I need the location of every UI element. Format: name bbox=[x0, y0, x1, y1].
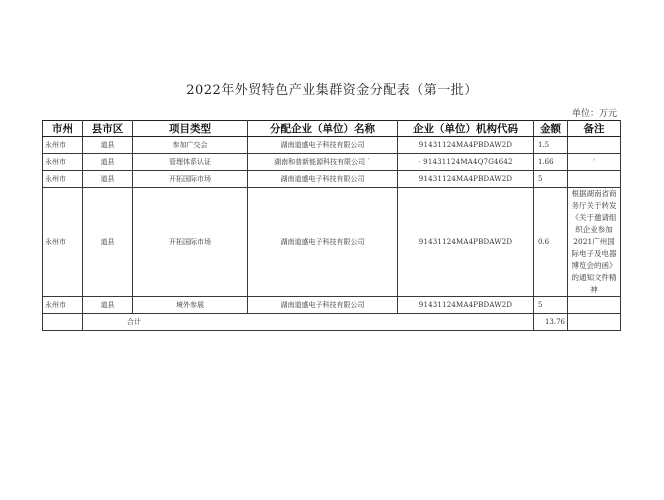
cell-company: 湖南道盛电子科技有限公司 bbox=[248, 297, 398, 314]
cell-item-type: 开拓国际市场 bbox=[133, 171, 248, 188]
header-amount: 金额 bbox=[534, 121, 568, 137]
cell-item-type: 境外参展 bbox=[133, 297, 248, 314]
cell-company: 湖南道盛电子科技有限公司 bbox=[248, 188, 398, 297]
header-code: 企业（单位）机构代码 bbox=[398, 121, 534, 137]
cell-code: 91431124MA4PBDAW2D bbox=[398, 137, 534, 154]
table-row bbox=[43, 154, 621, 171]
total-remark-cell bbox=[568, 314, 621, 331]
table-header-row bbox=[43, 121, 621, 137]
cell-city: 永州市 bbox=[43, 171, 83, 188]
cell-code: 91431124MA4PBDAW2D bbox=[398, 171, 534, 188]
stray-tick-mark: ` bbox=[367, 158, 371, 166]
cell-remark: 根据湖南省商务厅关于转发《关于邀请组织企业参加2021广州国际电子及电器博览会的函》的通知文件精神 bbox=[568, 188, 621, 297]
cell-city: 永州市 bbox=[43, 154, 83, 171]
header-county: 县市区 bbox=[83, 121, 133, 137]
cell-remark bbox=[568, 137, 621, 154]
cell-county: 道县 bbox=[83, 171, 133, 188]
cell-code: 91431124MA4Q7G4642 bbox=[423, 158, 513, 166]
cell-code-wrapper bbox=[398, 154, 534, 171]
cell-item-type: 管理体系认证 bbox=[133, 154, 248, 171]
cell-amount: 1.5 bbox=[534, 137, 568, 154]
cell-amount: 5 bbox=[534, 171, 568, 188]
cell-company-wrapper bbox=[248, 154, 398, 171]
cell-remark bbox=[568, 297, 621, 314]
cell-item-type: 参加广交会 bbox=[133, 137, 248, 154]
total-blank-cell bbox=[43, 314, 83, 331]
total-amount: 13.76 bbox=[534, 314, 568, 331]
cell-company: 湖南道盛电子科技有限公司 bbox=[248, 171, 398, 188]
header-item-type: 项目类型 bbox=[133, 121, 248, 137]
table-row bbox=[43, 171, 621, 188]
total-label: 合计 bbox=[83, 314, 534, 331]
cell-county: 道县 bbox=[83, 188, 133, 297]
cell-remark bbox=[568, 171, 621, 188]
table-row bbox=[43, 137, 621, 154]
cell-city: 永州市 bbox=[43, 188, 83, 297]
header-remark: 备注 bbox=[568, 121, 621, 137]
cell-item-type: 开拓国际市场 bbox=[133, 188, 248, 297]
header-city: 市州 bbox=[43, 121, 83, 137]
stray-remark-mark: ' bbox=[593, 158, 595, 166]
allocation-table bbox=[42, 120, 621, 331]
cell-code: 91431124MA4PBDAW2D bbox=[398, 297, 534, 314]
cell-remark-wrapper bbox=[568, 154, 621, 171]
table-row bbox=[43, 188, 621, 297]
cell-county: 道县 bbox=[83, 137, 133, 154]
cell-code: 91431124MA4PBDAW2D bbox=[398, 188, 534, 297]
cell-amount: 5 bbox=[534, 297, 568, 314]
header-company: 分配企业（单位）名称 bbox=[248, 121, 398, 137]
cell-company: 湖南和普新能源科技有限公司 bbox=[274, 158, 366, 166]
unit-label: 单位：万元 bbox=[571, 109, 617, 119]
cell-city: 永州市 bbox=[43, 297, 83, 314]
cell-city: 永州市 bbox=[43, 137, 83, 154]
page-title: 2022年外贸特色产业集群资金分配表（第一批） bbox=[186, 83, 478, 98]
table-row bbox=[43, 297, 621, 314]
cell-county: 道县 bbox=[83, 154, 133, 171]
cell-amount: 0.6 bbox=[534, 188, 568, 297]
cell-amount: 1.66 bbox=[534, 154, 568, 171]
stray-dot-mark: · bbox=[418, 158, 421, 166]
cell-county: 道县 bbox=[83, 297, 133, 314]
total-row bbox=[43, 314, 621, 331]
cell-company: 湖南道盛电子科技有限公司 bbox=[248, 137, 398, 154]
